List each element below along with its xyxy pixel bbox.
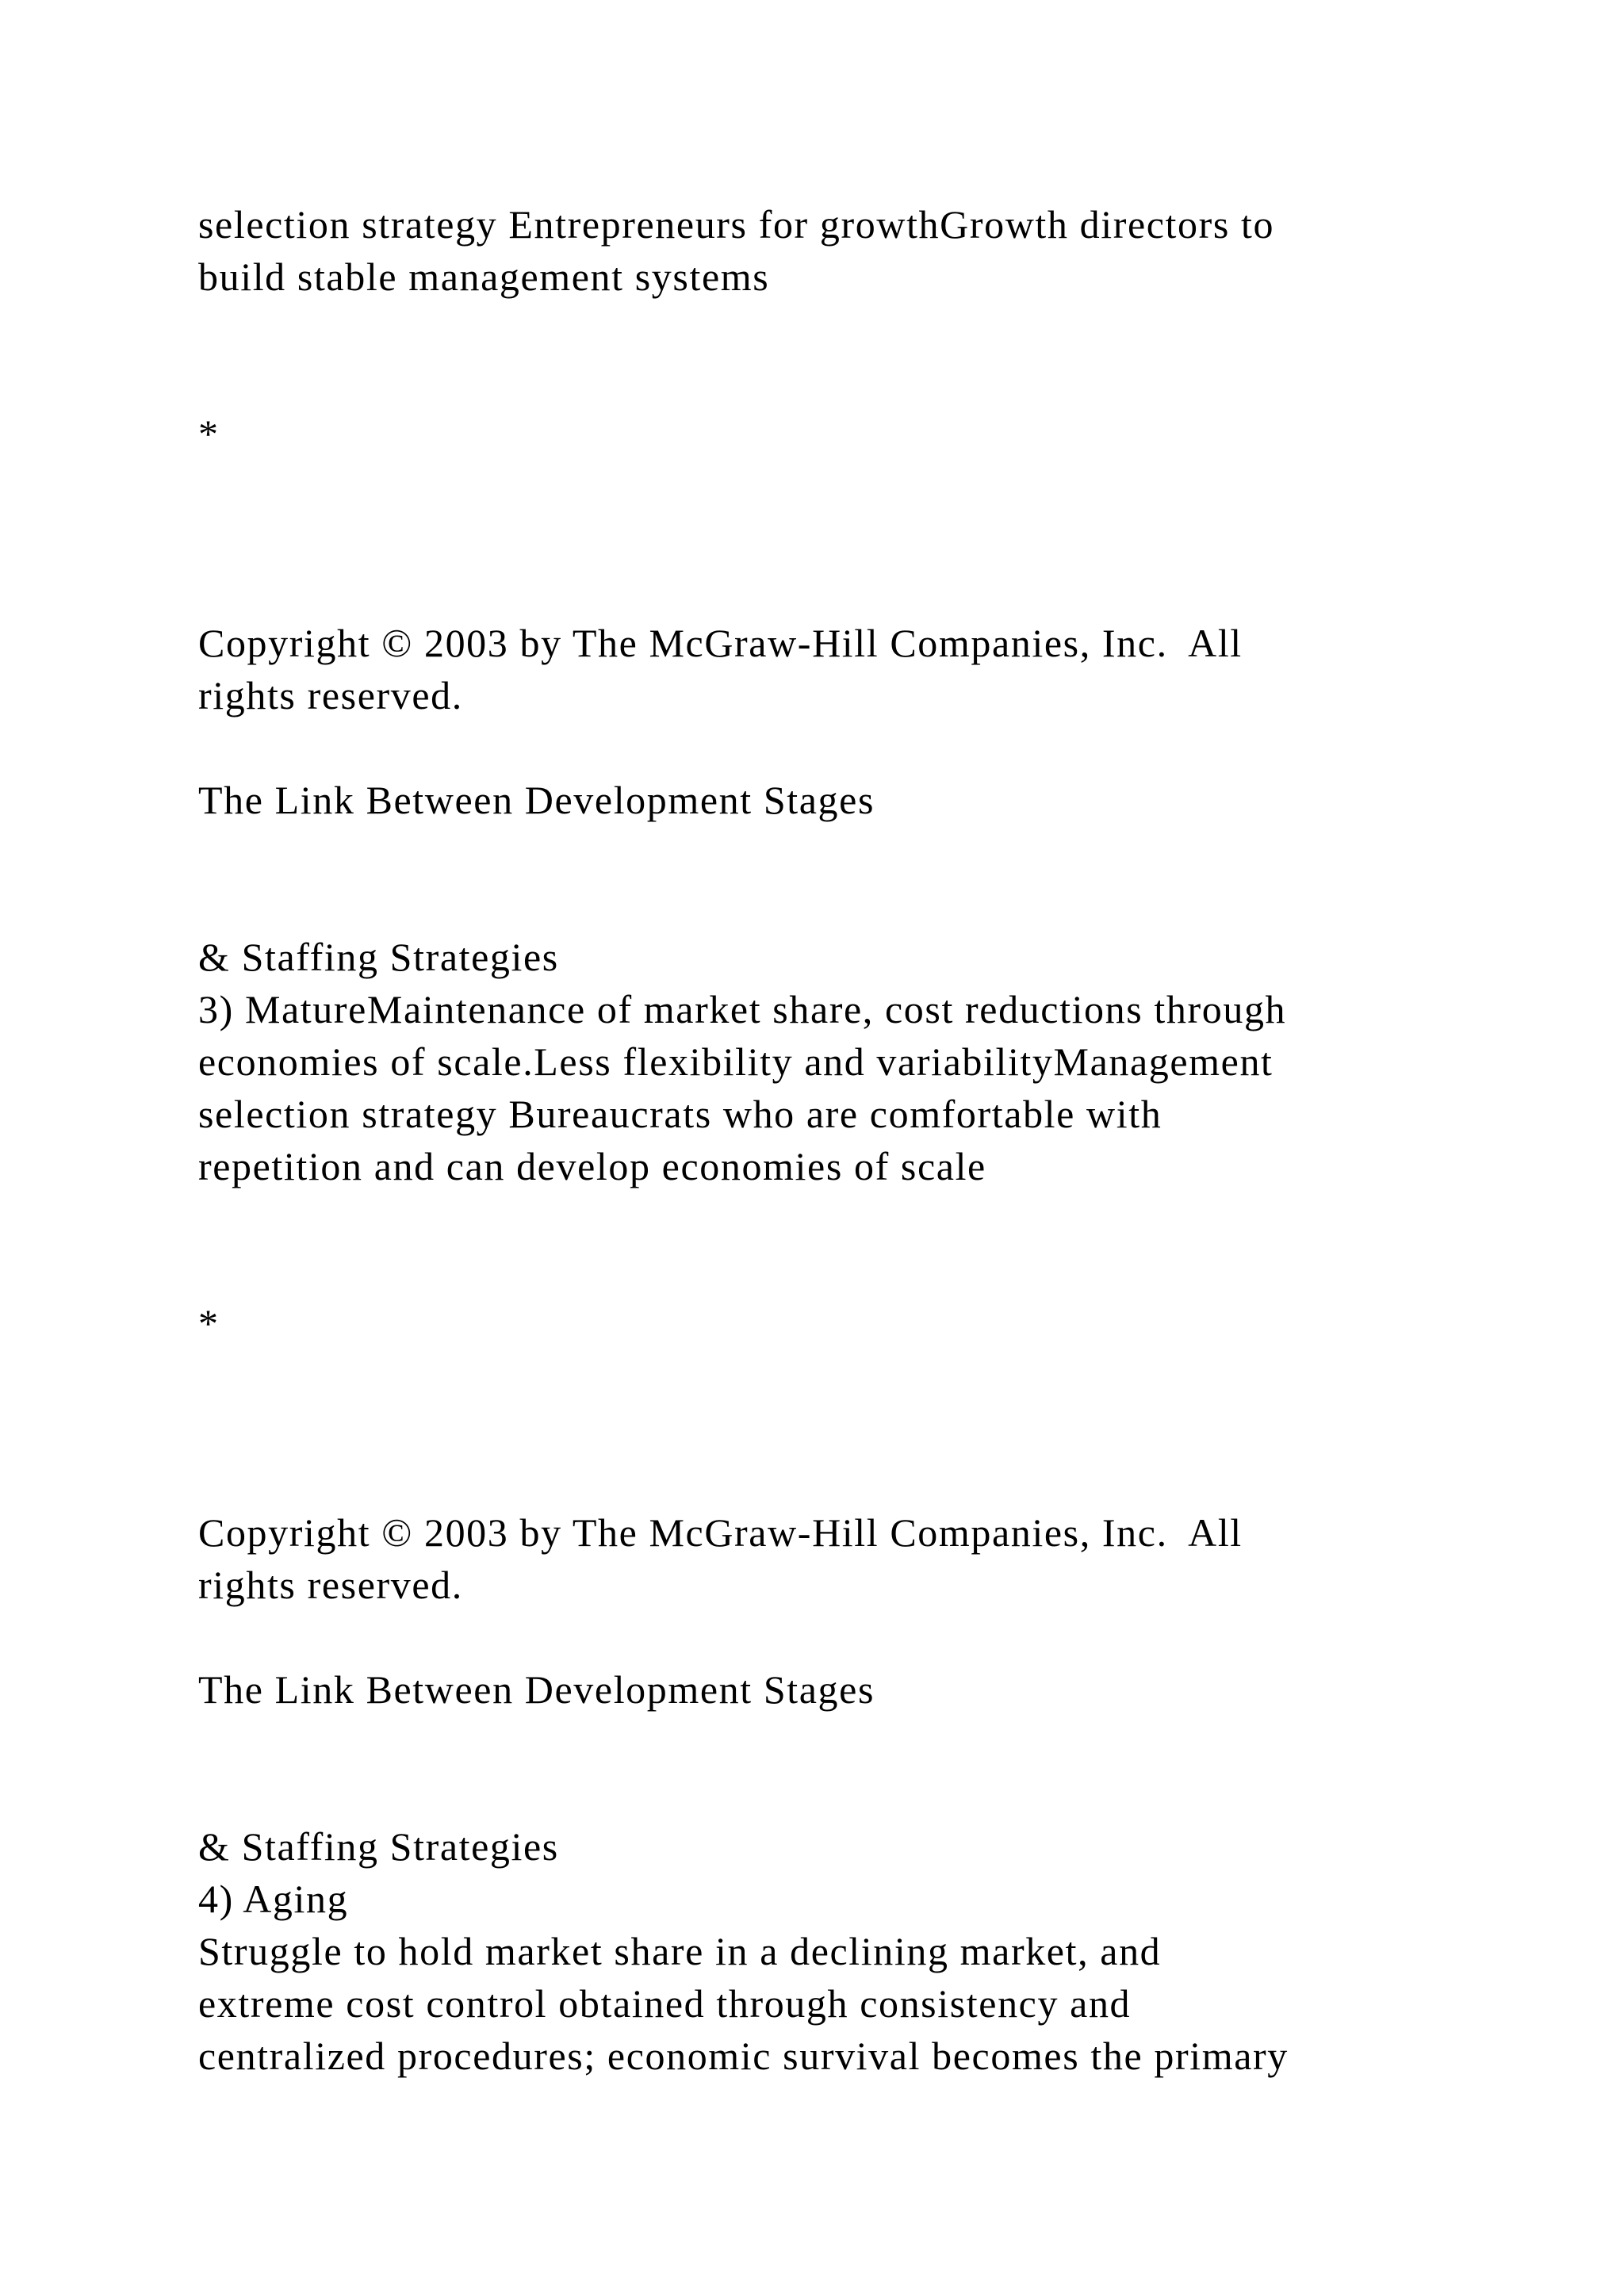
copyright-line: rights reserved. (198, 1563, 463, 1607)
section-heading: & Staffing Strategies (198, 935, 559, 979)
section-heading: & Staffing Strategies (198, 1824, 559, 1869)
text-line: economies of scale.Less flexibility and variabilityManagement (198, 1039, 1274, 1084)
asterisk-separator: * (198, 411, 220, 456)
text-line: 3) MatureMaintenance of market share, cost reductions through (198, 987, 1287, 1031)
copyright-line: rights reserved. (198, 673, 463, 718)
text-line: repetition and can develop economies of scale (198, 1144, 986, 1188)
copyright-line: Copyright © 2003 by The McGraw-Hill Companies, Inc. All (198, 1510, 1243, 1555)
text-line: Struggle to hold market share in a declining market, and (198, 1929, 1162, 1973)
text-line: selection strategy Bureaucrats who are comfortable with (198, 1092, 1162, 1136)
asterisk-separator: * (198, 1301, 220, 1345)
section-heading: The Link Between Development Stages (198, 1667, 875, 1712)
section-heading: The Link Between Development Stages (198, 778, 875, 822)
copyright-line: Copyright © 2003 by The McGraw-Hill Companies, Inc. All (198, 621, 1243, 665)
text-line: extreme cost control obtained through consistency and (198, 1981, 1132, 2026)
text-line: 4) Aging (198, 1877, 349, 1921)
text-line: selection strategy Entrepreneurs for growthGrowth directors to (198, 202, 1275, 247)
text-line: centralized procedures; economic survival becomes the primary (198, 2034, 1289, 2078)
text-line: build stable management systems (198, 254, 770, 299)
